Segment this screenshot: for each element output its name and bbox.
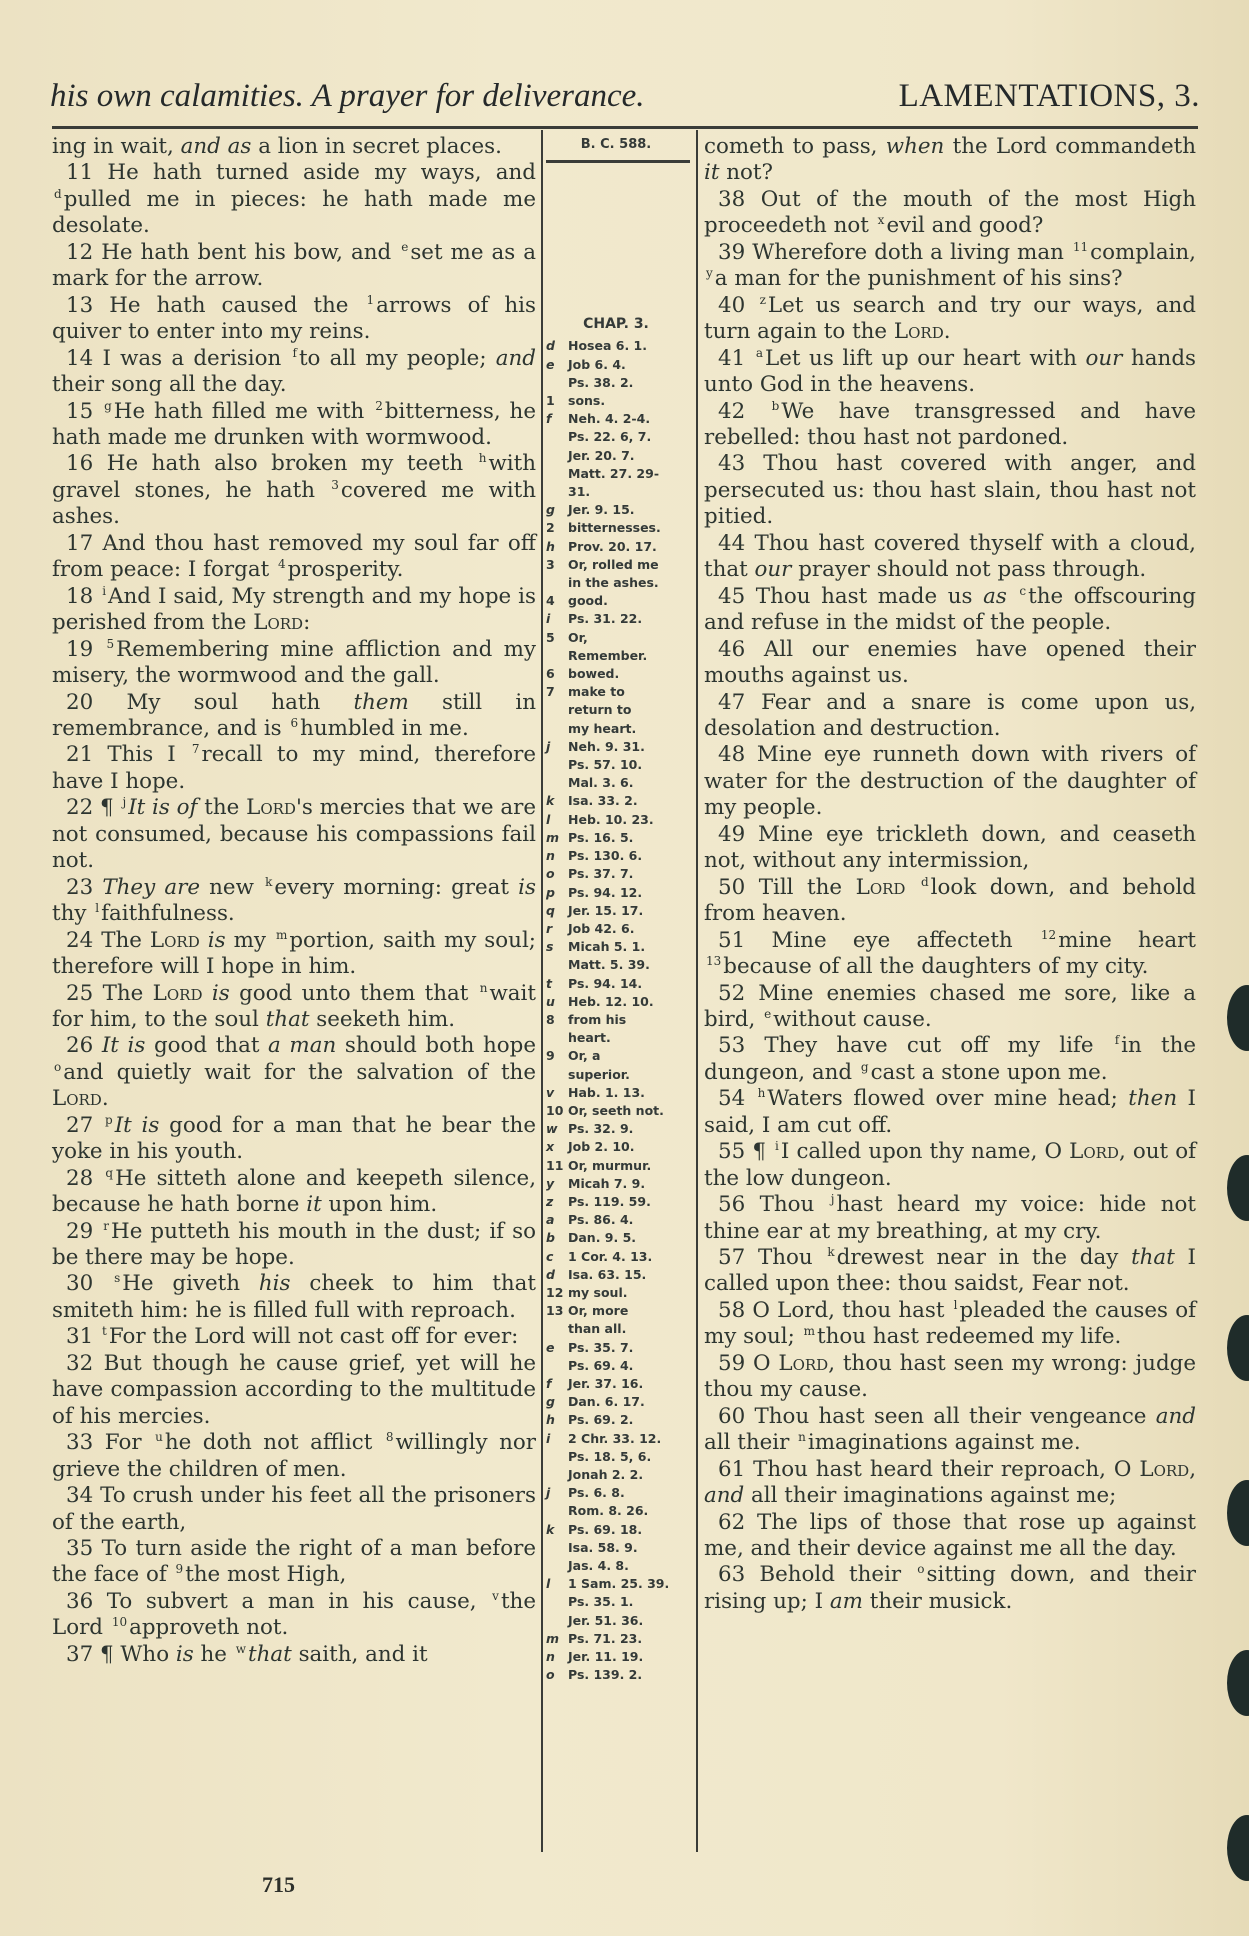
margin-reference	[546, 1648, 686, 1666]
verse: 63 Behold their $^o$sitting down, and their rising up; I am their musick.	[704, 1562, 1196, 1614]
margin-reference	[546, 592, 686, 610]
left-text-column	[52, 134, 536, 1668]
verse: 24 The Lord is my $^m$portion, saith my soul; therefore will I hope in him.	[52, 927, 536, 980]
reference-key: 5	[546, 629, 555, 645]
thumb-index-tab[interactable]	[1227, 1815, 1249, 1881]
margin-reference	[546, 356, 686, 392]
reference-key: i	[546, 1430, 551, 1446]
margin-reference	[546, 847, 686, 865]
reference-text: my soul.	[568, 1284, 628, 1300]
margin-reference	[546, 1102, 686, 1120]
reference-text: Micah 7. 9.	[568, 1175, 646, 1191]
reference-key: 11	[546, 1157, 564, 1173]
margin-reference	[546, 1157, 686, 1175]
reference-text: Job 42. 6.	[568, 920, 635, 936]
right-text-column	[704, 134, 1196, 1615]
reference-text: bowed.	[568, 666, 620, 682]
header-rule	[52, 126, 1198, 129]
reference-key: i	[546, 611, 551, 627]
reference-text: Ps. 69. 2.	[568, 1412, 634, 1428]
reference-text: Hosea 6. 1.	[568, 338, 647, 354]
reference-text: bitternesses.	[568, 520, 661, 536]
margin-reference	[546, 1047, 686, 1083]
verse: 49 Mine eye trickleth down, and ceaseth not, without any intermission,	[704, 821, 1196, 874]
margin-reference	[546, 392, 686, 410]
margin-reference	[546, 993, 686, 1011]
verse: 46 All our enemies have opened their mouths against us.	[704, 636, 1196, 689]
reference-key: m	[546, 829, 560, 845]
margin-reference	[546, 1375, 686, 1393]
verse: 59 O Lord, thou hast seen my wrong: judge thou my cause.	[704, 1350, 1196, 1403]
reference-text: Ps. 86. 4.	[568, 1212, 634, 1228]
reference-key: l	[546, 811, 551, 827]
reference-key: y	[546, 1175, 555, 1191]
margin-reference	[546, 1175, 686, 1193]
reference-key: t	[546, 975, 552, 991]
reference-key: o	[546, 1667, 555, 1683]
margin-reference	[546, 1248, 686, 1266]
verse: 62 The lips of those that rose up against me, and their device against me all the day.	[704, 1509, 1196, 1562]
reference-key: d	[546, 338, 555, 354]
reference-text: Ps. 130. 6.	[568, 848, 643, 864]
margin-reference	[546, 938, 686, 974]
reference-key: 1	[546, 393, 555, 409]
reference-text: Isa. 33. 2.	[568, 793, 638, 809]
margin-reference	[546, 1430, 686, 1485]
reference-text: Jer. 15. 17.	[568, 902, 644, 918]
verse: 20 My soul hath them still in remembrance, and is $^6$humbled in me.	[52, 689, 536, 741]
verse: 35 To turn aside the right of a man before the face of $^9$the most High,	[52, 1536, 536, 1588]
reference-text: Ps. 35. 7. Ps. 69. 4.	[568, 1339, 634, 1373]
verse: 38 Out of the mouth of the most High proceedeth not $^x$evil and good?	[704, 186, 1196, 239]
margin-reference	[546, 1084, 686, 1102]
reference-text: Jer. 37. 16.	[568, 1375, 644, 1391]
verse: 30 $^s$He giveth his cheek to him that smiteth him: he is filled full with reproach.	[52, 1271, 536, 1323]
reference-text: Ps. 69. 18. Isa. 58. 9. Jas. 4. 8.	[568, 1521, 643, 1574]
verse: 41 $^a$Let us lift up our heart with our hands unto God in the heavens.	[704, 345, 1196, 398]
reference-text: Or, Remember.	[568, 629, 648, 663]
margin-reference	[546, 337, 686, 355]
reference-text: Ps. 94. 12.	[568, 884, 643, 900]
verse: 37 ¶ Who is he $^w$that saith, and it	[66, 1641, 428, 1667]
reference-text: sons.	[568, 393, 606, 409]
verse: 29 $^r$He putteth his mouth in the dust; if so be there may be hope.	[52, 1218, 536, 1271]
column-divider-right	[696, 130, 698, 1852]
margin-reference	[546, 683, 686, 738]
reference-key: j	[546, 738, 551, 754]
reference-key: 13	[546, 1303, 564, 1319]
verse: 26 It is good that a man should both hope $^o$and quietly wait for the salvation of the Lord.	[52, 1033, 536, 1112]
page-topic: his own calamities. A prayer for deliverance.	[50, 78, 645, 114]
verse: 17 And thou hast removed my soul far off from peace: I forgat $^4$prosperity.	[52, 530, 536, 583]
reference-text: 2 Chr. 33. 12. Ps. 18. 5, 6. Jonah 2. 2.	[568, 1430, 662, 1482]
margin-reference	[546, 610, 686, 628]
verse: 52 Mine enemies chased me sore, like a bird, $^e$without cause.	[704, 980, 1196, 1032]
verse: 45 Thou hast made us as $^c$the offscouring and refuse in the midst of the people.	[704, 583, 1196, 636]
reference-key: 9	[546, 1048, 555, 1064]
reference-text: Or, murmur.	[568, 1157, 652, 1173]
margin-reference	[546, 556, 686, 592]
reference-key: e	[546, 1339, 555, 1355]
reference-key: x	[546, 1139, 555, 1155]
margin-reference	[546, 1229, 686, 1247]
reference-text: Dan. 6. 17.	[568, 1394, 645, 1410]
reference-text: Prov. 20. 17.	[568, 538, 657, 554]
verse: 57 Thou $^k$drewest near in the day that I called upon thee: thou saidst, Fear not.	[704, 1245, 1196, 1297]
reference-text: 1 Sam. 25. 39. Ps. 35. 1. Jer. 51. 36.	[568, 1576, 670, 1628]
verse: 39 Wherefore doth a living man $^{11}$complain, $^y$a man for the punishment of his sins?	[706, 239, 1196, 292]
margin-reference	[546, 792, 686, 810]
page-number: 715	[262, 1872, 295, 1897]
reference-key: 3	[546, 556, 555, 572]
reference-key: f	[546, 411, 552, 427]
reference-key: 4	[546, 593, 555, 609]
verse: 21 This I $^7$recall to my mind, therefore have I hope.	[52, 742, 536, 794]
reference-key: j	[546, 1485, 551, 1501]
reference-key: k	[546, 793, 555, 809]
reference-key: r	[546, 920, 553, 936]
reference-key: 7	[546, 684, 555, 700]
reference-key: w	[546, 1121, 558, 1137]
reference-text: Or, seeth not.	[568, 1102, 664, 1118]
reference-key: h	[546, 1412, 555, 1428]
margin-reference	[546, 1138, 686, 1156]
reference-text: Ps. 16. 5.	[568, 829, 634, 845]
margin-reference	[546, 1302, 686, 1338]
margin-reference	[546, 1120, 686, 1138]
reference-text: Ps. 37. 7.	[568, 866, 634, 882]
reference-text: Ps. 31. 22.	[568, 611, 643, 627]
margin-reference	[546, 410, 686, 501]
thumb-index-tab[interactable]	[1227, 985, 1249, 1051]
reference-text: Dan. 9. 5.	[568, 1230, 637, 1246]
reference-text: 1 Cor. 4. 13.	[568, 1248, 653, 1264]
verse: 60 Thou hast seen all their vengeance and all their $^n$imaginations against me.	[704, 1403, 1196, 1456]
reference-key: 12	[546, 1284, 564, 1300]
verse: 43 Thou hast covered with anger, and persecuted us: thou hast slain, thou hast not pitied.	[704, 451, 1196, 530]
reference-key: n	[546, 1649, 555, 1665]
reference-key: c	[546, 1248, 554, 1264]
verse: 34 To crush under his feet all the prisoners of the earth,	[52, 1483, 536, 1535]
reference-key: p	[546, 884, 555, 900]
reference-key: q	[546, 902, 555, 918]
thumb-index-tab[interactable]	[1227, 1650, 1249, 1716]
margin-reference	[546, 519, 686, 537]
reference-text: Ps. 119. 59.	[568, 1193, 651, 1209]
verse: 48 Mine eye runneth down with rivers of water for the destruction of the daughter of my people.	[704, 742, 1196, 821]
margin-reference	[546, 1630, 686, 1648]
margin-reference	[546, 1666, 686, 1684]
verse: 44 Thou hast covered thyself with a cloud, that our prayer should not pass through.	[704, 530, 1196, 583]
reference-text: make to return to my heart.	[568, 684, 637, 736]
reference-text: Or, rolled me in the ashes.	[568, 556, 659, 591]
margin-reference	[546, 1193, 686, 1211]
verse: 53 They have cut off my life $^f$in the dungeon, and $^g$cast a stone upon me.	[704, 1033, 1196, 1085]
margin-chapter-label: CHAP. 3.	[583, 316, 649, 333]
reference-key: a	[546, 1212, 555, 1228]
verse-continuation: cometh to pass, when the Lord commandeth it not?	[704, 134, 1196, 186]
verse: 27 $^p$It is good for a man that he bear the yoke in his youth.	[52, 1112, 536, 1165]
reference-key: m	[546, 1630, 560, 1646]
verse: 22 ¶ $^j$It is of the Lord's mercies that we are not consumed, because his compassions fail not.	[52, 795, 536, 874]
thumb-index-tab[interactable]	[1227, 1155, 1249, 1221]
reference-text: Hab. 1. 13.	[568, 1084, 645, 1100]
margin-reference	[546, 1484, 686, 1520]
margin-reference	[546, 1266, 686, 1284]
reference-key: u	[546, 993, 555, 1009]
verse: 33 For $^u$he doth not afflict $^8$willingly nor grieve the children of men.	[52, 1430, 536, 1482]
reference-key: g	[546, 1394, 555, 1410]
verse: 50 Till the Lord $^d$look down, and behold from heaven.	[704, 874, 1196, 927]
verse: 28 $^q$He sitteth alone and keepeth silence, because he hath borne it upon him.	[52, 1165, 536, 1218]
margin-ref-list	[546, 337, 686, 1684]
margin-reference	[546, 811, 686, 829]
reference-text: Ps. 32. 9.	[568, 1121, 634, 1137]
verse: 15 $^g$He hath filled me with $^2$bitterness, he hath made me drunken with wormwood.	[52, 398, 536, 450]
reference-key: b	[546, 1230, 555, 1246]
reference-text: Job 2. 10.	[568, 1139, 635, 1155]
reference-text: Neh. 4. 2-4. Ps. 22. 6, 7. Jer. 20. 7. Matt. 27. 29- 31.	[568, 411, 660, 500]
thumb-index-tab[interactable]	[1227, 1315, 1249, 1381]
verse-continuation: ing in wait, and as a lion in secret places.	[52, 134, 502, 159]
reference-text: Ps. 71. 23.	[568, 1630, 643, 1646]
reference-text: Ps. 94. 14.	[568, 975, 643, 991]
verse: 36 To subvert a man in his cause, $^v$the Lord $^{10}$approveth not.	[52, 1588, 536, 1641]
margin-reference	[546, 865, 686, 883]
verse: 11 He hath turned aside my ways, and $^d$pulled me in pieces: he hath made me desolate.	[52, 160, 536, 239]
verse: 16 He hath also broken my teeth $^h$with gravel stones, he hath $^3$covered me with ashes.	[52, 451, 536, 530]
verse: 12 He hath bent his bow, and $^e$set me as a mark for the arrow.	[52, 239, 537, 292]
verse: 23 They are new $^k$every morning: great is thy $^l$faithfulness.	[52, 874, 536, 927]
reference-key: 6	[546, 666, 555, 682]
verse: 32 But though he cause grief, yet will he have compassion according to the multitude of his mercies.	[52, 1350, 536, 1429]
margin-reference	[546, 975, 686, 993]
margin-reference	[546, 665, 686, 683]
verse: 42 $^b$We have transgressed and have rebelled: thou hast not pardoned.	[704, 398, 1196, 450]
reference-text: Micah 5. 1. Matt. 5. 39.	[568, 939, 650, 973]
reference-text: Jer. 9. 15.	[568, 502, 635, 518]
verse: 31 $^t$For the Lord will not cast off for ever:	[66, 1324, 519, 1350]
reference-key: e	[546, 356, 555, 372]
verse: 13 He hath caused the $^1$arrows of his quiver to enter into my reins.	[52, 292, 536, 345]
margin-reference	[546, 1575, 686, 1630]
margin-reference	[546, 1393, 686, 1411]
margin-reference	[546, 920, 686, 938]
verse: 55 ¶ $^i$I called upon thy name, O Lord, out of the low dungeon.	[704, 1139, 1197, 1191]
margin-reference	[546, 829, 686, 847]
verse: 47 Fear and a snare is come upon us, desolation and destruction.	[704, 689, 1196, 741]
reference-key: s	[546, 939, 554, 955]
reference-text: Ps. 6. 8. Rom. 8. 26.	[568, 1485, 649, 1519]
reference-text: good.	[568, 593, 608, 609]
verse: 19 $^5$Remembering mine affliction and my misery, the wormwood and the gall.	[52, 636, 536, 689]
book-chapter-title: LAMENTATIONS, 3.	[898, 78, 1200, 114]
margin-reference	[546, 884, 686, 902]
reference-key: z	[546, 1193, 554, 1209]
reference-text: Jer. 11. 19.	[568, 1649, 644, 1665]
column-divider-left	[541, 130, 543, 1852]
verse: 40 $^z$Let us search and try our ways, and turn again to the Lord.	[704, 292, 1196, 345]
margin-reference	[546, 538, 686, 556]
margin-reference	[546, 1411, 686, 1429]
verse: 58 O Lord, thou hast $^l$pleaded the causes of my soul; $^m$thou hast redeemed my life.	[704, 1297, 1196, 1350]
reference-key: d	[546, 1266, 555, 1282]
reference-key: g	[546, 502, 555, 518]
reference-text: Ps. 139. 2.	[568, 1667, 643, 1683]
verse: 56 Thou $^j$hast heard my voice: hide not thine ear at my breathing, at my cry.	[704, 1192, 1196, 1244]
verse: 61 Thou hast heard their reproach, O Lord, and all their imaginations against me;	[704, 1456, 1196, 1509]
margin-reference	[546, 629, 686, 665]
reference-text: Or, a superior.	[568, 1048, 630, 1082]
reference-key: h	[546, 538, 555, 554]
margin-reference	[546, 501, 686, 519]
reference-text: Or, more than all.	[568, 1303, 629, 1337]
reference-key: v	[546, 1084, 555, 1100]
thumb-index-tab[interactable]	[1227, 1480, 1249, 1546]
margin-reference	[546, 1521, 686, 1576]
reference-key: 8	[546, 1011, 555, 1027]
verse: 14 I was a derision $^f$to all my people; and their song all the day.	[52, 345, 537, 398]
verse: 18 $^i$And I said, My strength and my hope is perished from the Lord:	[52, 583, 536, 636]
verse: 25 The Lord is good unto them that $^n$wait for him, to the soul that seeketh him.	[52, 980, 536, 1032]
reference-key: o	[546, 866, 555, 882]
reference-text: Heb. 10. 23.	[568, 811, 654, 827]
margin-references	[546, 134, 686, 1684]
verse: 51 Mine eye affecteth $^{12}$mine heart $^{13}$because of all the daughters of my city.	[706, 927, 1196, 980]
reference-key: l	[546, 1576, 551, 1592]
verse: 54 $^h$Waters flowed over mine head; then I said, I am cut off.	[704, 1086, 1196, 1138]
reference-text: Neh. 9. 31. Ps. 57. 10. Mal. 3. 6.	[568, 738, 645, 791]
running-head	[50, 78, 1200, 124]
margin-reference	[546, 1339, 686, 1375]
margin-reference	[546, 738, 686, 793]
margin-date: B. C. 588.	[580, 137, 652, 152]
margin-reference	[546, 902, 686, 920]
reference-key: k	[546, 1521, 555, 1537]
reference-key: 2	[546, 520, 555, 536]
reference-key: f	[546, 1375, 552, 1391]
reference-text: Heb. 12. 10.	[568, 993, 654, 1009]
reference-text: from his heart.	[568, 1011, 627, 1046]
reference-key: 10	[546, 1102, 564, 1118]
margin-reference	[546, 1284, 686, 1302]
reference-text: Job 6. 4. Ps. 38. 2.	[568, 356, 634, 390]
reference-text: Isa. 63. 15.	[568, 1266, 647, 1282]
margin-reference	[546, 1211, 686, 1229]
margin-reference	[546, 1011, 686, 1047]
reference-key: n	[546, 848, 555, 864]
